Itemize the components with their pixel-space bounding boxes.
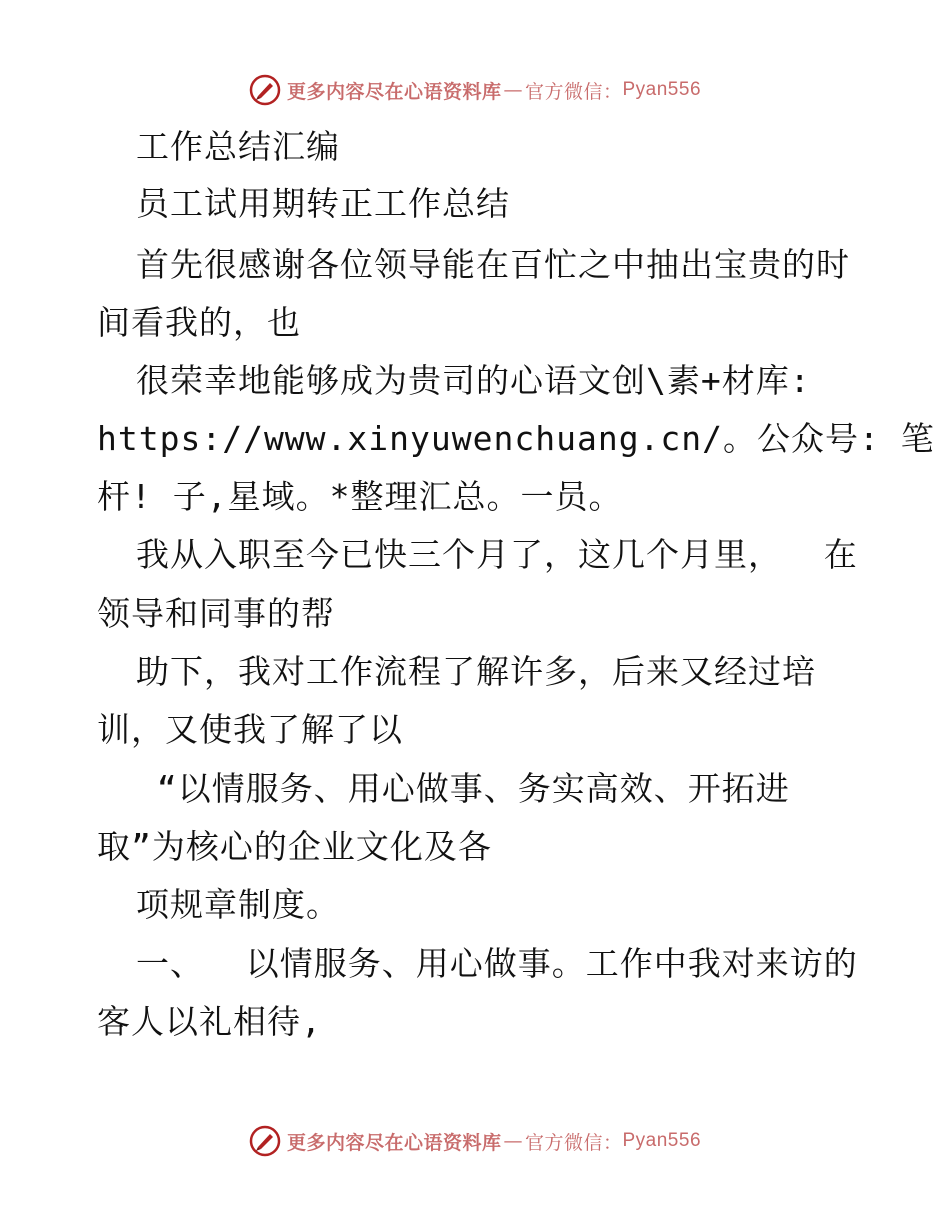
document-subtitle: 员工试用期转正工作总结 (136, 184, 510, 223)
body-line: 助下，我对工作流程了解许多，后来又经过培 (136, 652, 816, 691)
banner-dash: — (503, 1130, 523, 1152)
body-line: 一、 以情服务、用心做事。工作中我对来访的 (136, 944, 858, 983)
body-line: 项规章制度。 (136, 885, 340, 924)
quill-logo-icon (249, 74, 281, 106)
banner-dash: — (503, 79, 523, 101)
banner-main-text: 更多内容尽在心语资料库 (286, 1131, 502, 1154)
body-line: https://www.xinyuwenchuang.cn/。公众号: 笔 (97, 419, 935, 458)
body-line: 我从入职至今已快三个月了，这几个月里， 在 (136, 535, 858, 574)
body-line: 首先很感谢各位领导能在百忙之中抽出宝贵的时 (136, 245, 850, 284)
banner-wechat-label: 官方微信： (524, 1131, 623, 1154)
body-line: “以情服务、用心做事、务实高效、开拓进 (136, 769, 790, 808)
body-line: 间看我的，也 (97, 303, 301, 342)
header-banner (0, 70, 950, 110)
banner-wechat-id: Pyan556 (622, 79, 702, 100)
banner-wechat-label: 官方微信： (524, 80, 623, 103)
banner-main-text: 更多内容尽在心语资料库 (286, 80, 502, 103)
banner-wechat-id: Pyan556 (622, 1130, 702, 1151)
body-line: 客人以礼相待, (97, 1002, 322, 1041)
body-line: 训，又使我了解了以 (97, 710, 403, 749)
document-title: 工作总结汇编 (136, 127, 340, 166)
body-line: 杆! 子,星域。*整理汇总。一员。 (97, 477, 623, 516)
footer-banner (0, 1121, 950, 1161)
quill-logo-icon (249, 1125, 281, 1157)
body-line: 取”为核心的企业文化及各 (97, 827, 492, 866)
body-line: 很荣幸地能够成为贵司的心语文创\素+材库: (136, 361, 811, 400)
body-line: 领导和同事的帮 (97, 594, 335, 633)
